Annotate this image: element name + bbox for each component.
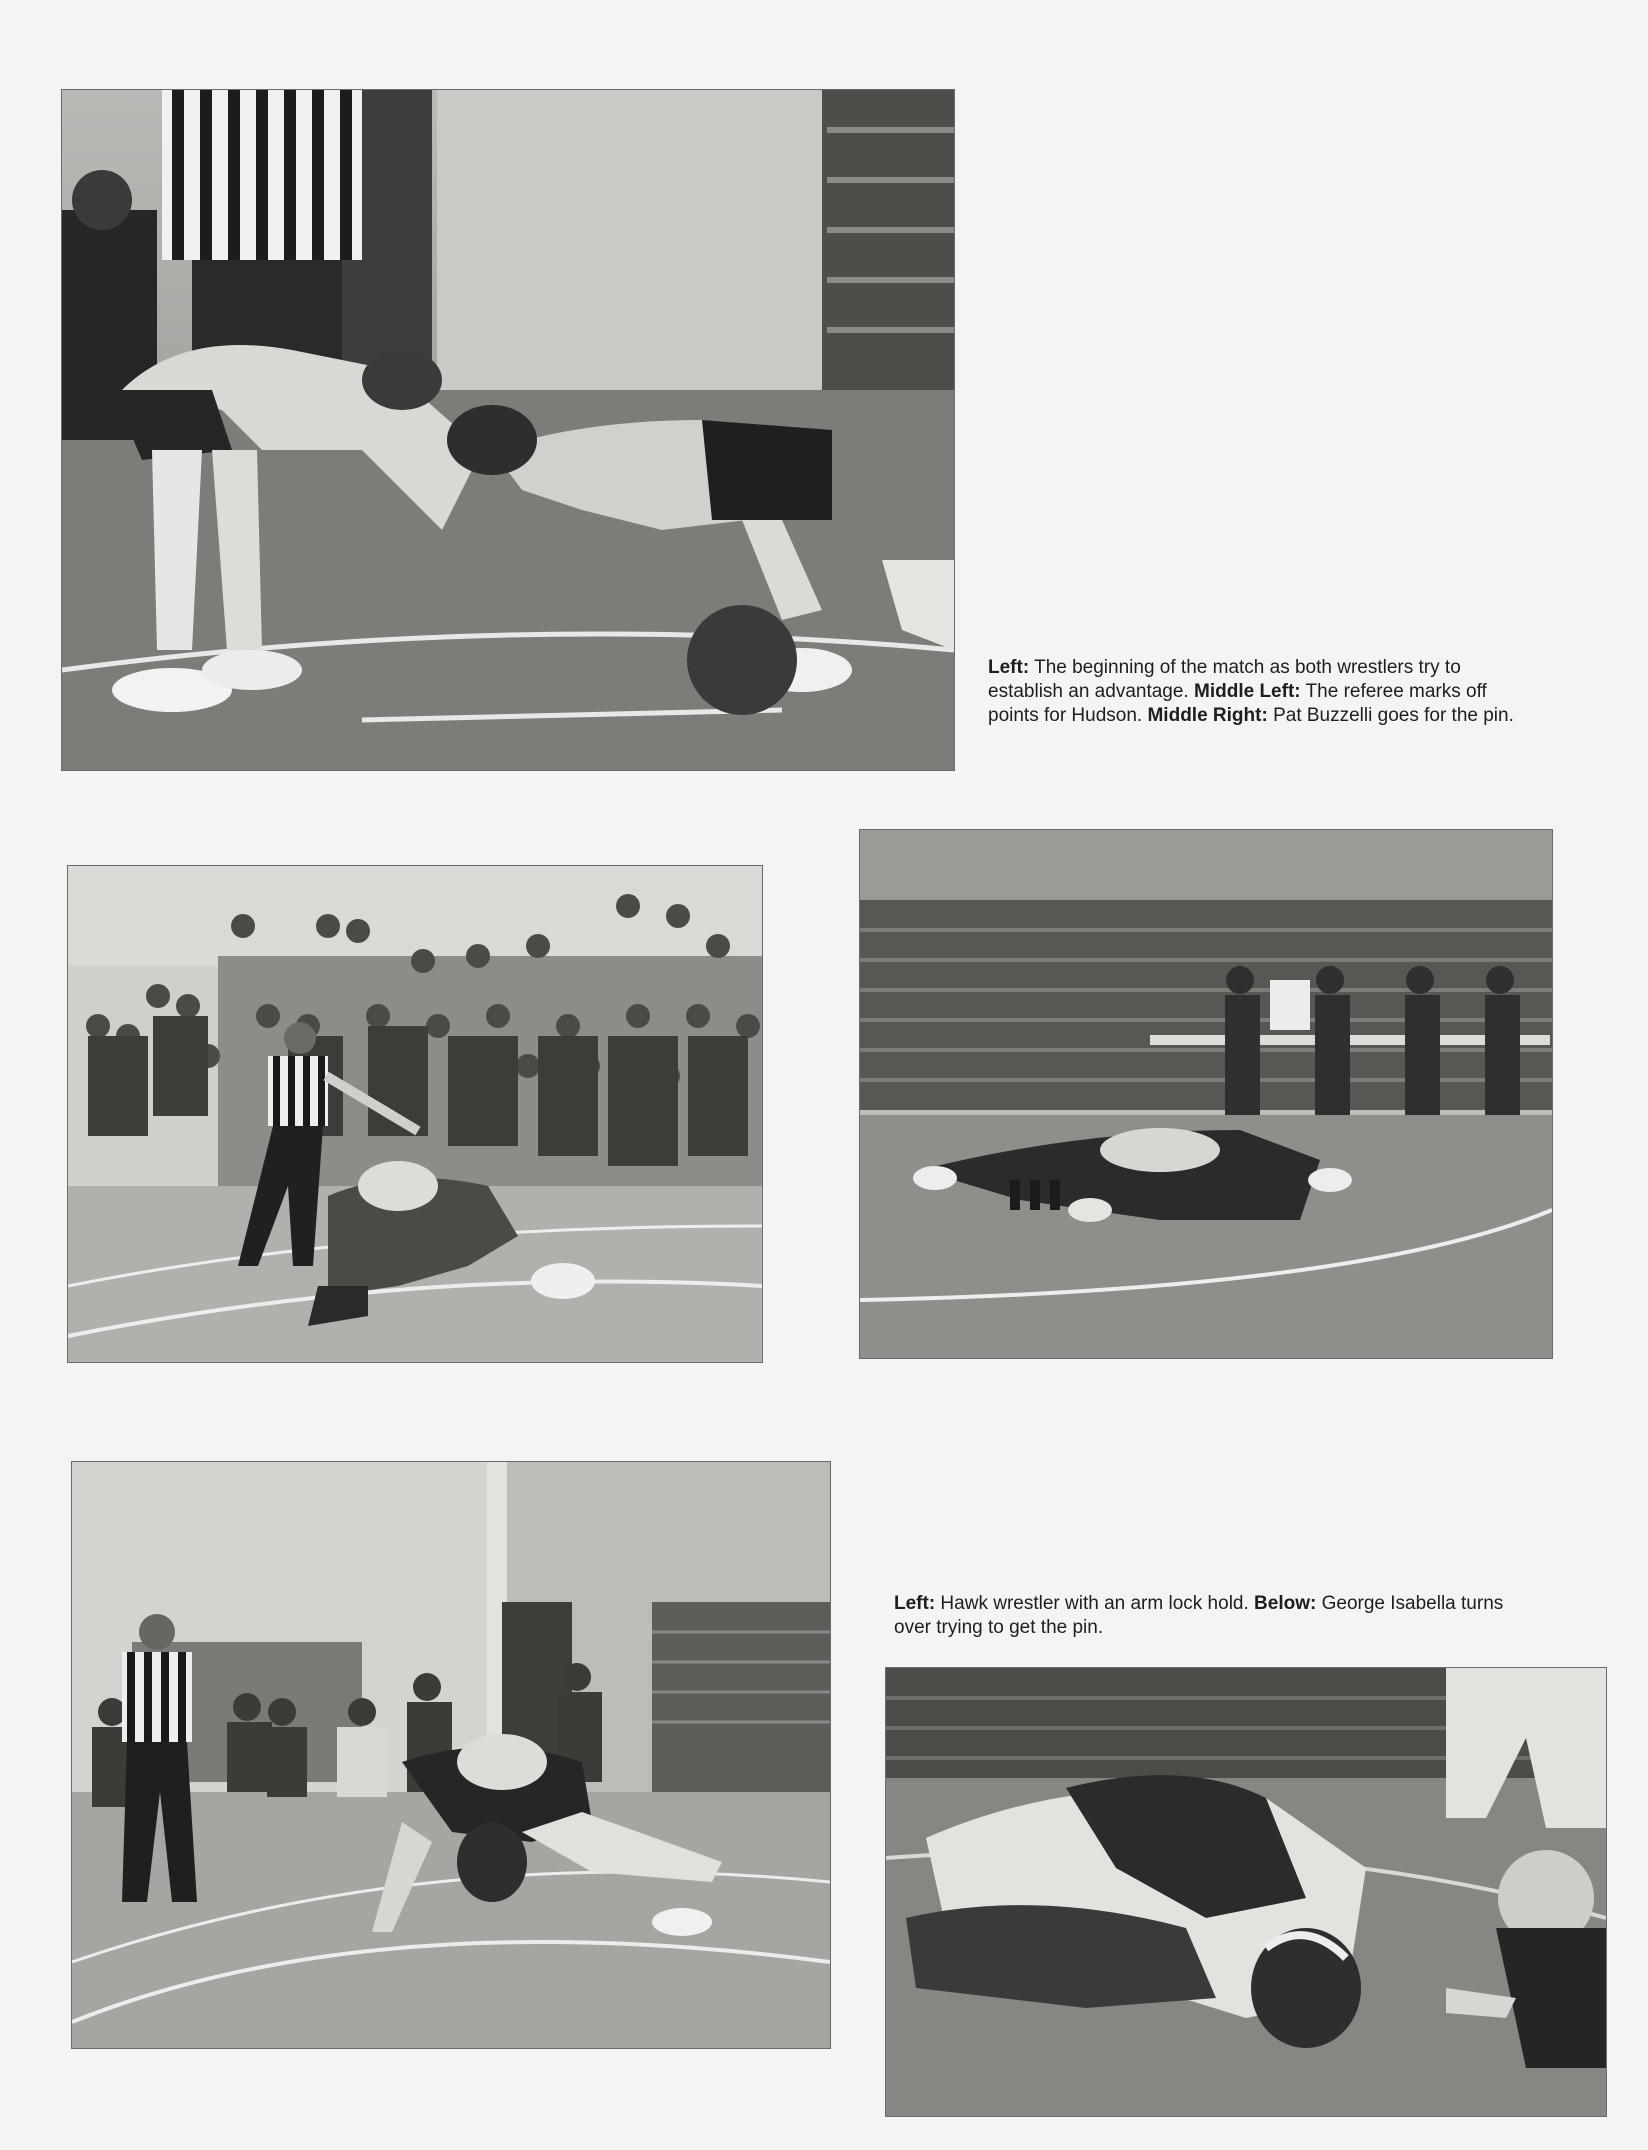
photo-turning-over-for-pin [886,1668,1606,2116]
photo-match-beginning [62,90,954,770]
caption-top-middle-right-label: Middle Right: [1147,705,1268,726]
caption-top [988,656,1528,728]
caption-bottom-left-text: Hawk wrestler with an arm lock hold. [935,1593,1255,1614]
caption-bottom-left-label: Left: [894,1593,936,1614]
caption-bottom-below-text: George Isabella turns over trying to get the pin. [894,1593,1504,1638]
caption-top-left-text: The beginning of the match as both wrestlers try to establish an advantage. [988,657,1461,702]
photo-referee-marks-points [68,866,762,1362]
photo-going-for-pin [860,830,1552,1358]
caption-bottom [894,1592,1544,1640]
caption-bottom-below-label: Below: [1254,1593,1317,1614]
caption-top-middle-right-text: Pat Buzzelli goes for the pin. [1267,705,1514,726]
caption-top-left-label: Left: [988,657,1030,678]
caption-top-middle-left-label: Middle Left: [1194,681,1301,702]
photo-arm-lock-hold [72,1462,830,2048]
caption-top-middle-left-text: The referee marks off points for Hudson. [988,681,1487,726]
